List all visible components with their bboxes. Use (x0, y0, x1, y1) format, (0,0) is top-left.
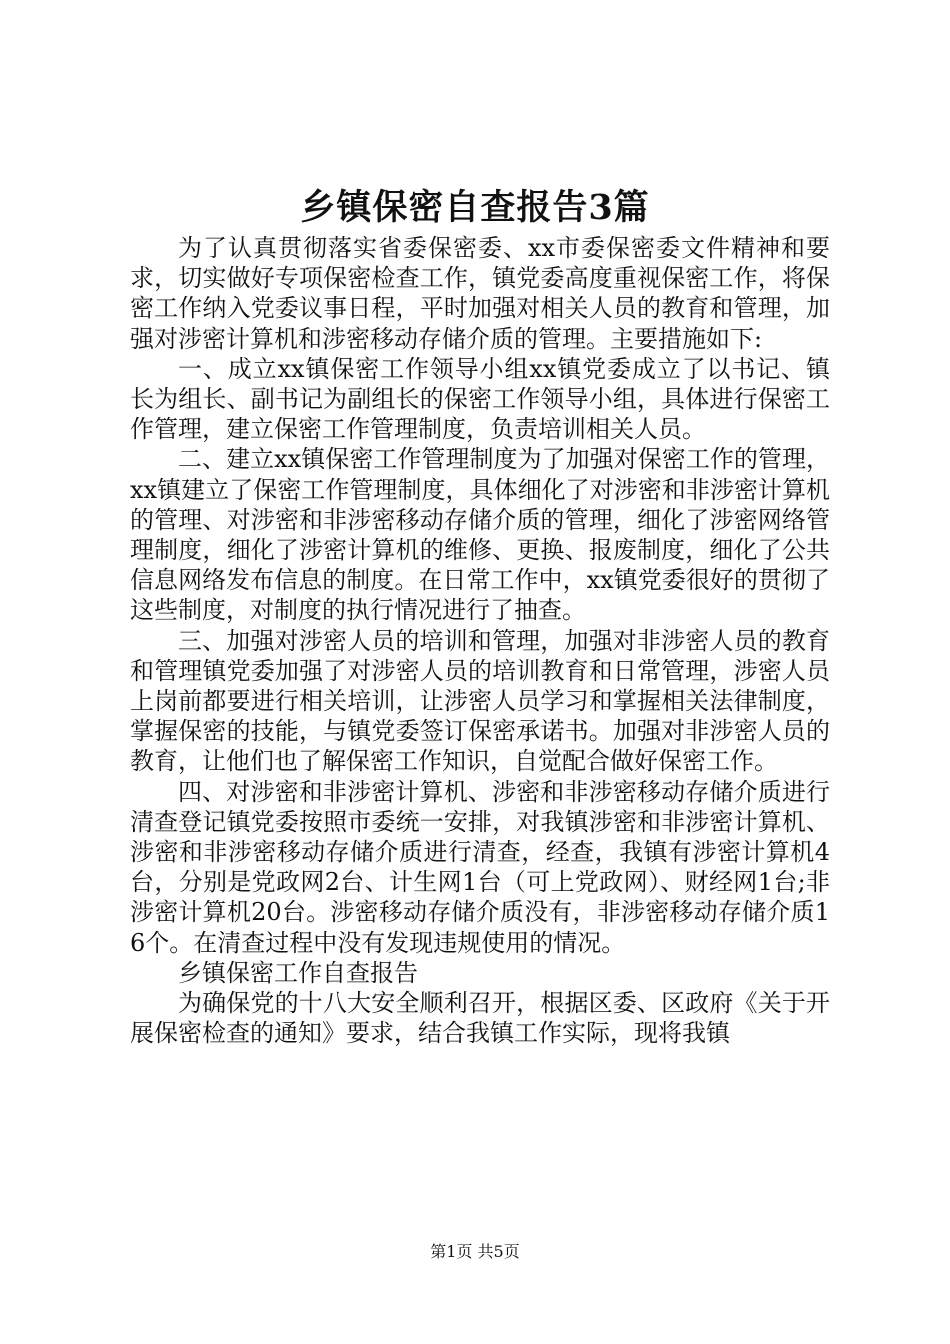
document-body (130, 233, 830, 1048)
paragraph-section-1: 一、成立xx镇保密工作领导小组xx镇党委成立了以书记、镇长为组长、副书记为副组长的保密工作领导小组，具体进行保密工作管理，建立保密工作管理制度，负责培训相关人员。 (130, 354, 830, 444)
paragraph-section-3: 三、加强对涉密人员的培训和管理，加强对非涉密人员的教育和管理镇党委加强了对涉密人员的培训教育和日常管理，涉密人员上岗前都要进行相关培训，让涉密人员学习和掌握相关法律制度，掌握保密的技能，与镇党委签订保密承诺书。加强对非涉密人员的教育，让他们也了解保密工作知识，自觉配合做好保密工作。 (130, 626, 830, 776)
paragraph-continuation: 为确保党的十八大安全顺利召开，根据区委、区政府《关于开展保密检查的通知》要求，结合我镇工作实际，现将我镇 (130, 989, 830, 1048)
document-title: 乡镇保密自查报告3篇 (300, 187, 650, 228)
paragraph-subtitle: 乡镇保密工作自查报告 (178, 958, 418, 987)
paragraph-section-2: 二、建立xx镇保密工作管理制度为了加强对保密工作的管理，xx镇建立了保密工作管理制度，具体细化了对涉密和非涉密计算机的管理、对涉密和非涉密移动存储介质的管理，细化了涉密网络管理制度，细化了涉密计算机的维修、更换、报废制度，细化了公共信息网络发布信息的制度。在日常工作中，xx镇党委很好的贯彻了这些制度，对制度的执行情况进行了抽查。 (130, 445, 830, 625)
page-number-footer: 第1页 共5页 (430, 1242, 520, 1261)
paragraph-intro: 为了认真贯彻落实省委保密委、xx市委保密委文件精神和要求，切实做好专项保密检查工作，镇党委高度重视保密工作，将保密工作纳入党委议事日程，平时加强对相关人员的教育和管理，加强对涉密计算机和涉密移动存储介质的管理。主要措施如下: (130, 234, 830, 353)
paragraph-section-4: 四、对涉密和非涉密计算机、涉密和非涉密移动存储介质进行清查登记镇党委按照市委统一安排，对我镇涉密和非涉密计算机、涉密和非涉密移动存储介质进行清查，经查，我镇有涉密计算机4台，分别是党政网2台、计生网1台（可上党政网）、财经网1台;非涉密计算机20台。涉密移动存储介质没有，非涉密移动存储介质16个。在清查过程中没有发现违规使用的情况。 (130, 777, 830, 957)
